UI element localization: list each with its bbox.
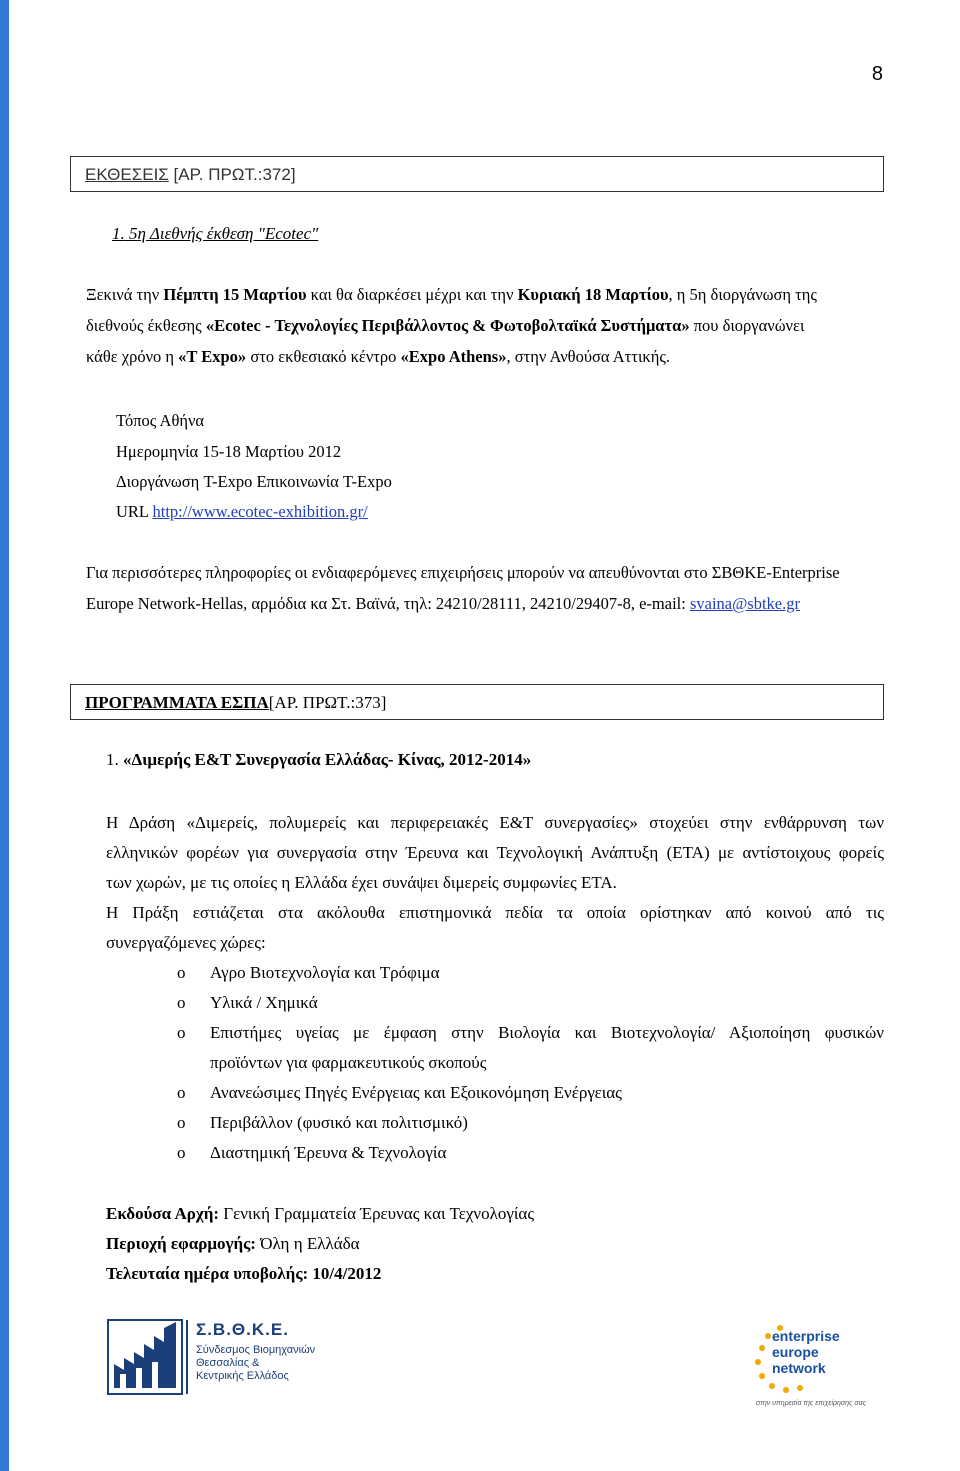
section-ref: [ΑΡ. ΠΡΩΤ.:372] — [168, 165, 296, 184]
paragraph-line: Ξεκινά την Πέμπτη 15 Μαρτίου και θα διαρκέσει μέχρι και την Κυριακή 18 Μαρτίου, η 5η διοργάνωση της — [86, 285, 817, 304]
deadline: Τελευταία ημέρα υποβολής: 10/4/2012 — [106, 1264, 382, 1283]
detail-date: Ημερομηνία 15-18 Μαρτίου 2012 — [116, 442, 342, 461]
list-item: Υλικά / Χημικά — [210, 993, 318, 1012]
paragraph-line: ελληνικών φορέων για συνεργασία στην Έρευνα και Τεχνολογική Ανάπτυξη (ΕΤΑ) με αντίστοιχους φορείς — [106, 843, 884, 862]
section-header-espa — [70, 684, 884, 720]
bullet-marker: o — [177, 1143, 186, 1162]
list-item: Ανανεώσιμες Πηγές Ενέργειας και Εξοικονόμηση Ενέργειας — [210, 1083, 622, 1102]
page-edge-bar — [0, 0, 9, 1471]
sbtke-sub: Σύνδεσμος Βιομηχανιών — [196, 1344, 316, 1356]
list-item: Διαστημική Έρευνα & Τεχνολογία — [210, 1143, 447, 1162]
paragraph-line: διεθνούς έκθεσης «Ecotec - Τεχνολογίες Περιβάλλοντος & Φωτοβολταϊκά Συστήματα» που διοργανώνει — [86, 316, 805, 335]
paragraph-line: Η Πράξη εστιάζεται στα ακόλουθα επιστημονικά πεδία τα οποία ορίστηκαν από κοινού από τις — [106, 903, 884, 922]
list-item: Αγρο Βιοτεχνολογία και Τρόφιμα — [210, 963, 440, 982]
section-title: ΕΚΘΕΣΕΙΣ — [85, 165, 169, 184]
exhibition-link[interactable]: http://www.ecotec-exhibition.gr/ — [152, 502, 368, 521]
detail-url — [116, 502, 368, 522]
paragraph-line: των χωρών, με τις οποίες η Ελλάδα έχει συνάψει διμερείς συμφωνίες ΕΤΑ. — [106, 873, 617, 892]
een-line: europe — [772, 1344, 819, 1360]
item-number: 1. — [112, 224, 125, 243]
paragraph-line: συνεργαζόμενες χώρες: — [106, 933, 266, 952]
list-item: Επιστήμες υγείας με έμφαση στην Βιολογία και Βιοτεχνολογία/ Αξιοποίηση φυσικών — [210, 1023, 884, 1042]
issuer-label: Εκδούσα Αρχή: — [106, 1204, 220, 1223]
url-label: URL — [116, 502, 153, 521]
contact-line: Europe Network-Hellas, αρμόδια κα Στ. Βαϊνά, τηλ: 24210/28111, 24210/29407-8, e-mail: svaina@sbtke.gr — [86, 594, 800, 613]
list-item: Περιβάλλον (φυσικό και πολιτισμικό) — [210, 1113, 468, 1132]
section-title: ΠΡΟΓΡΑΜΜΑΤΑ ΕΣΠΑ — [85, 693, 269, 712]
bullet-marker: o — [177, 993, 186, 1012]
issuer — [106, 1204, 534, 1224]
sbtke-sub: Θεσσαλίας & — [196, 1357, 260, 1369]
issuer-value: Γενική Γραμματεία Έρευνας και Τεχνολογίας — [219, 1204, 535, 1223]
sbtke-name: Σ.Β.Θ.Κ.Ε. — [196, 1320, 289, 1339]
email-link[interactable]: svaina@sbtke.gr — [689, 594, 800, 613]
een-line: network — [772, 1360, 826, 1376]
paragraph-line: Η Δράση «Διμερείς, πολυμερείς και περιφερειακές Ε&Τ συνεργασίες» στοχεύει στην ενθάρρυνση των — [106, 813, 884, 832]
item-title: 5η Διεθνής έκθεση "Ecotec" — [129, 224, 319, 243]
bullet-marker: o — [177, 1113, 186, 1132]
section-header-exhibitions — [70, 156, 884, 192]
sbtke-logo — [106, 1318, 316, 1398]
detail-place: Τόπος Αθήνα — [116, 411, 205, 430]
contact-line: Για περισσότερες πληροφορίες οι ενδιαφερόμενες επιχειρήσεις μπορούν να απευθύνονται στο ΣΒΘΚΕ-Enterprise — [86, 563, 840, 582]
item-title: «Διμερής Ε&Τ Συνεργασία Ελλάδας- Κίνας, 2012-2014» — [123, 750, 532, 769]
region — [106, 1234, 360, 1254]
bullet-marker: o — [177, 1083, 186, 1102]
detail-organizer: Διοργάνωση T-Expo Επικοινωνία T-Expo — [116, 472, 392, 491]
region-value: Όλη η Ελλάδα — [255, 1234, 360, 1253]
list-item-continuation: προϊόντων για φαρμακευτικούς σκοπούς — [210, 1053, 487, 1072]
item-number: 1. — [106, 750, 123, 769]
een-tagline: στην υπηρεσία της επιχείρησης σας — [756, 1400, 866, 1407]
een-logo — [748, 1318, 868, 1410]
paragraph-line: κάθε χρόνο η «T Expo» στο εκθεσιακό κέντρο «Expo Athens», στην Ανθούσα Αττικής. — [86, 347, 670, 366]
bullet-marker: o — [177, 963, 186, 982]
section-ref: [ΑΡ. ΠΡΩΤ.:373] — [268, 693, 387, 712]
region-label: Περιοχή εφαρμογής: — [106, 1234, 256, 1253]
item-heading — [106, 750, 531, 770]
item-heading — [112, 224, 318, 244]
een-line: enterprise — [772, 1328, 840, 1344]
page-number: 8 — [871, 63, 883, 85]
bullet-marker: o — [177, 1023, 186, 1042]
sbtke-sub: Κεντρικής Ελλάδος — [196, 1370, 289, 1382]
